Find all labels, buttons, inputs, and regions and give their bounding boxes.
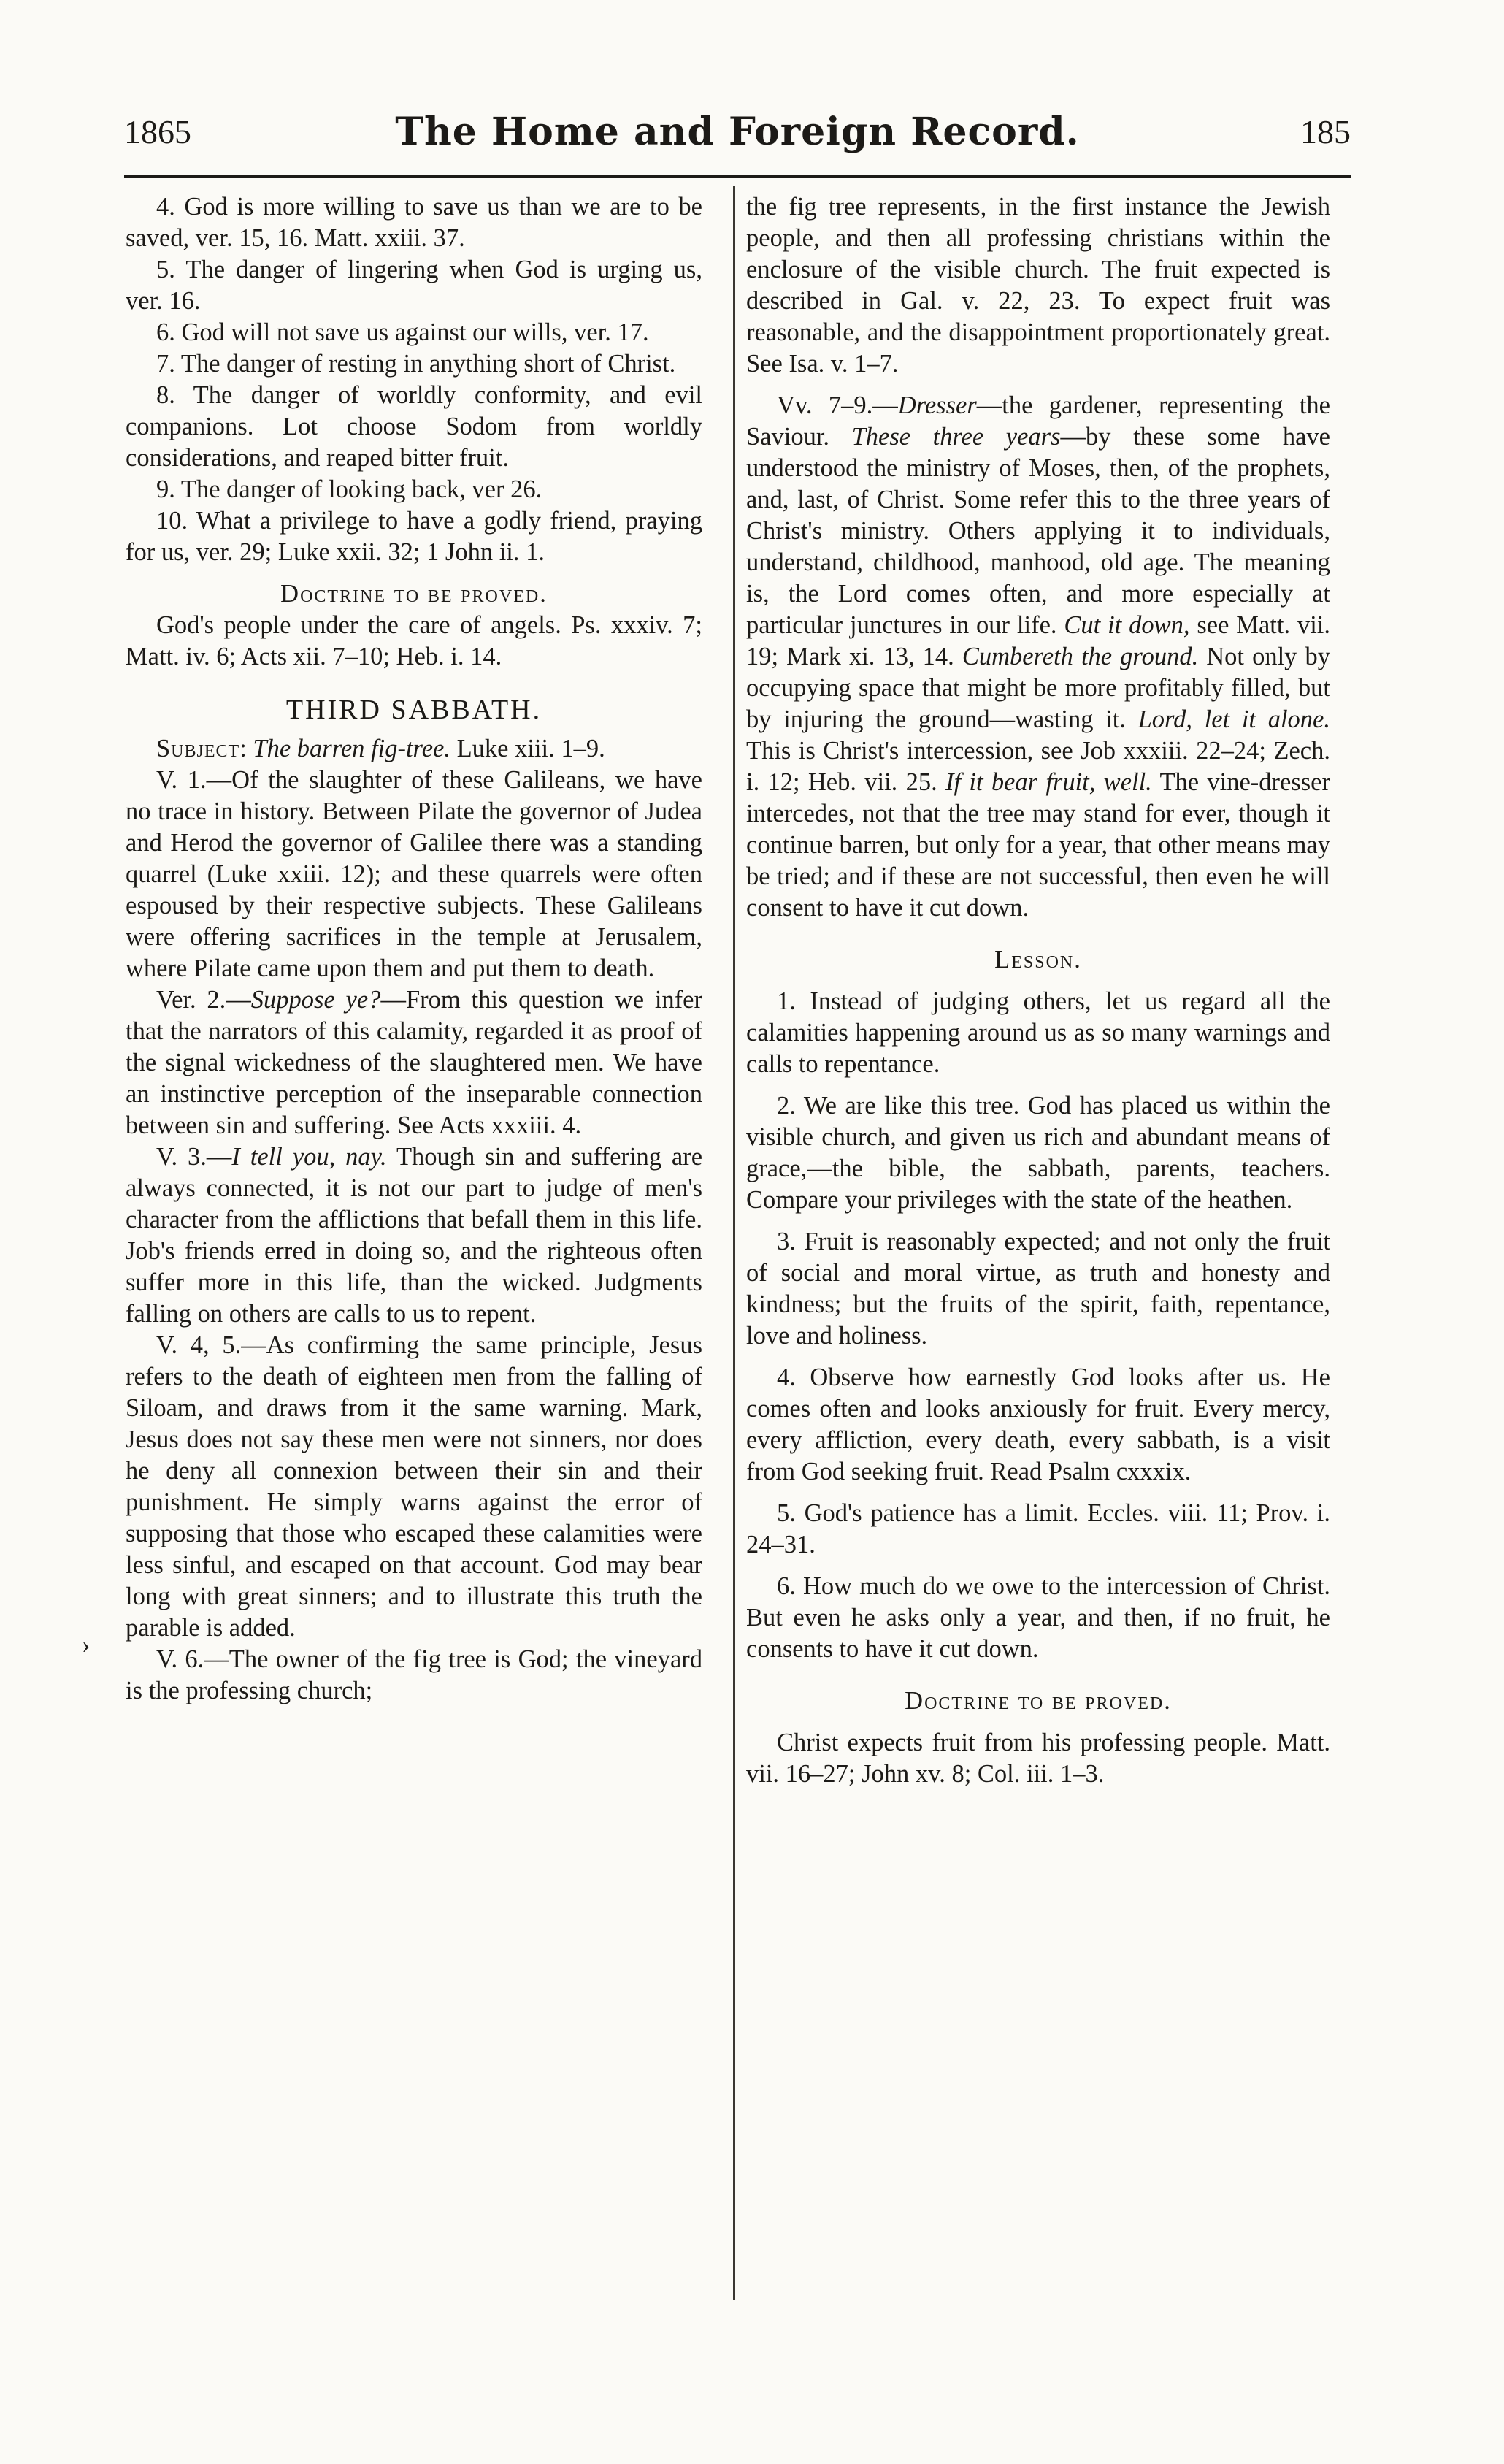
verse-quote: These three years (851, 423, 1061, 451)
continuation-paragraph: the fig tree represents, in the first instance the Jewish people, and then all professing christians within the enclosure of the visible church. The fruit expected is described in Gal. v. 22, 23. To expect fruit was reasonable, and the disappointment proportionately great. See Isa. v. 1–7. (746, 193, 1330, 378)
lesson-item: 3. Fruit is reasonably expected; and not only the fruit of social and moral virtue, as truth and honesty and kindness; but the fruits of the spirit, faith, repentance, love and holiness. (746, 1228, 1330, 1350)
verse-7-9-commentary (746, 390, 1330, 924)
list-item: 8. The danger of worldly conformity, and evil companions. Lot choose Sodom from worldly considerations, and reaped bitter fruit. (126, 381, 702, 472)
lesson-item: 5. God's patience has a limit. Eccles. viii. 11; Prov. i. 24–31. (746, 1499, 1330, 1558)
right-column (746, 191, 1330, 1790)
list-item: 9. The danger of looking back, ver 26. (156, 475, 542, 503)
verse-quote: Dresser (897, 391, 977, 419)
doctrine-text-left: God's people under the care of angels. Ps. xxxiv. 7; Matt. iv. 6; Acts xii. 7–10; Heb. i. 14. (126, 611, 702, 670)
list-item: 7. The danger of resting in anything short of Christ. (156, 350, 676, 378)
sabbath-heading: THIRD SABBATH. (285, 695, 542, 725)
verse-text: —the gardener, representing the Saviour. (746, 391, 1330, 451)
lesson-heading: Lesson. (994, 946, 1082, 973)
verse-lead: V. 3.— (156, 1143, 232, 1171)
column-divider (733, 186, 735, 2300)
doctrine-heading-left: Doctrine to be proved. (280, 580, 548, 608)
list-item: 10. What a privilege to have a godly friend, praying for us, ver. 29; Luke xxii. 32; 1 John ii. 1. (126, 507, 702, 566)
verse-text: Not only by occupying space that might be more profitably filled, but by injuring the ground—wasting it. (746, 643, 1330, 733)
verse-quote: Lord, let it alone. (1137, 705, 1330, 733)
lesson-item: 6. How much do we owe to the intercession of Christ. But even he asks only a year, and then, if no fruit, he consents to have it cut down. (746, 1572, 1330, 1663)
doctrine-text-right: Christ expects fruit from his professing people. Matt. vii. 16–27; John xv. 8; Col. iii. 1–3. (746, 1729, 1330, 1788)
lesson-item: 2. We are like this tree. God has placed us within the visible church, and given us rich and abundant means of grace,—the bible, the sabbath, parents, teachers. Compare your privileges with the state of the heathen. (746, 1092, 1330, 1214)
header-year: 1865 (124, 113, 191, 150)
verse-quote: Cumbereth the ground. (962, 643, 1199, 670)
verse-text: see Matt. vii. 19; Mark xi. 13, 14. (746, 611, 1330, 670)
doctrine-heading-right: Doctrine to be proved. (905, 1687, 1172, 1715)
verse-quote: If it bear fruit, well. (945, 768, 1152, 796)
left-column (126, 191, 702, 1707)
verse-lead: Vv. 7–9.— (777, 391, 898, 419)
header-page-number: 185 (1300, 113, 1351, 150)
header-rule (124, 175, 1351, 178)
verse-quote: Cut it down, (1064, 611, 1190, 639)
verse-quote: I tell you, nay. (231, 1143, 387, 1171)
verse-text: Though sin and suffering are always connected, it is not our part to judge of men's character from the afflictions that befall them in this life. Job's friends erred in doing so, and the righteous often suffer more in this life, than the wicked. Judgments falling on others are calls to us to repent. (126, 1143, 703, 1328)
verse-lead: Ver. 2.— (156, 986, 251, 1014)
subject-colon: : (239, 735, 253, 762)
verse-text: —From this question we infer that the narrators of this calamity, regarded it as proof of the signal wickedness of the slaughtered men. We have an instinctive perception of the inseparable connection between sin and suffering. See Acts xxxiii. 4. (126, 986, 702, 1139)
verse-text: The vine-dresser intercedes, not that the tree may stand for ever, though it continue barren, but only for a year, that other means may be tried; and if these are not successful, then even he will consent to have it cut down. (746, 768, 1330, 922)
verse-text: —by these some have understood the ministry of Moses, then, of the prophets, and, last, of Christ. Some refer this to the three years of Christ's ministry. Others applying it to individuals, understand, childhood, manhood, old age. The meaning is, the Lord comes often, and more especially at particular junctures in our life. (746, 423, 1330, 639)
margin-mark: › (82, 1631, 91, 1658)
subject-label: Subject (156, 735, 240, 762)
verse-4-5-commentary: V. 4, 5.—As confirming the same principle, Jesus refers to the death of eighteen men from the falling of Siloam, and draws from it the same warning. Mark, Jesus does not say these men were not sinners, nor does he deny all connexion between their sin and their punishment. He simply warns against the error of supposing that those who escaped these calamities were less sinful, and escaped on that account. God may bear long with great sinners; and to illustrate this truth the parable is added. (126, 1331, 702, 1642)
verse-quote: Suppose ye? (250, 986, 381, 1014)
subject-reference: Luke xiii. 1–9. (450, 735, 605, 762)
list-item: 4. God is more willing to save us than we are to be saved, ver. 15, 16. Matt. xxiii. 37. (126, 193, 702, 252)
list-item: 6. God will not save us against our wills, ver. 17. (156, 318, 649, 346)
page-header (124, 108, 1351, 159)
subject-line (126, 733, 702, 765)
verse-text: This is Christ's intercession, see Job xxxiii. 22–24; Zech. i. 12; Heb. vii. 25. (746, 737, 1330, 796)
verse-2-commentary (126, 984, 702, 1141)
verse-1-commentary: V. 1.—Of the slaughter of these Galileans, we have no trace in history. Between Pilate the governor of Judea and Herod the governor of Galilee there was a standing quarrel (Luke xxiii. 12); and these quarrels were often espoused by their respective subjects. These Galileans were offering sacrifices in the temple at Jerusalem, where Pilate came upon them and put them to death. (126, 766, 702, 982)
header-title: The Home and Foreign Record. (395, 110, 1080, 154)
verse-3-commentary (126, 1141, 702, 1330)
lesson-item: 1. Instead of judging others, let us regard all the calamities happening around us as so many warnings and calls to repentance. (746, 987, 1330, 1078)
lesson-item: 4. Observe how earnestly God looks after us. He comes often and looks anxiously for fruit. Every mercy, every affliction, every death, every sabbath, is a visit from God seeking fruit. Read Psalm cxxxix. (746, 1363, 1330, 1485)
subject-title: The barren fig-tree. (253, 735, 450, 762)
verse-6-commentary: V. 6.—The owner of the fig tree is God; the vineyard is the professing church; (126, 1645, 702, 1704)
list-item: 5. The danger of lingering when God is urging us, ver. 16. (126, 256, 702, 315)
